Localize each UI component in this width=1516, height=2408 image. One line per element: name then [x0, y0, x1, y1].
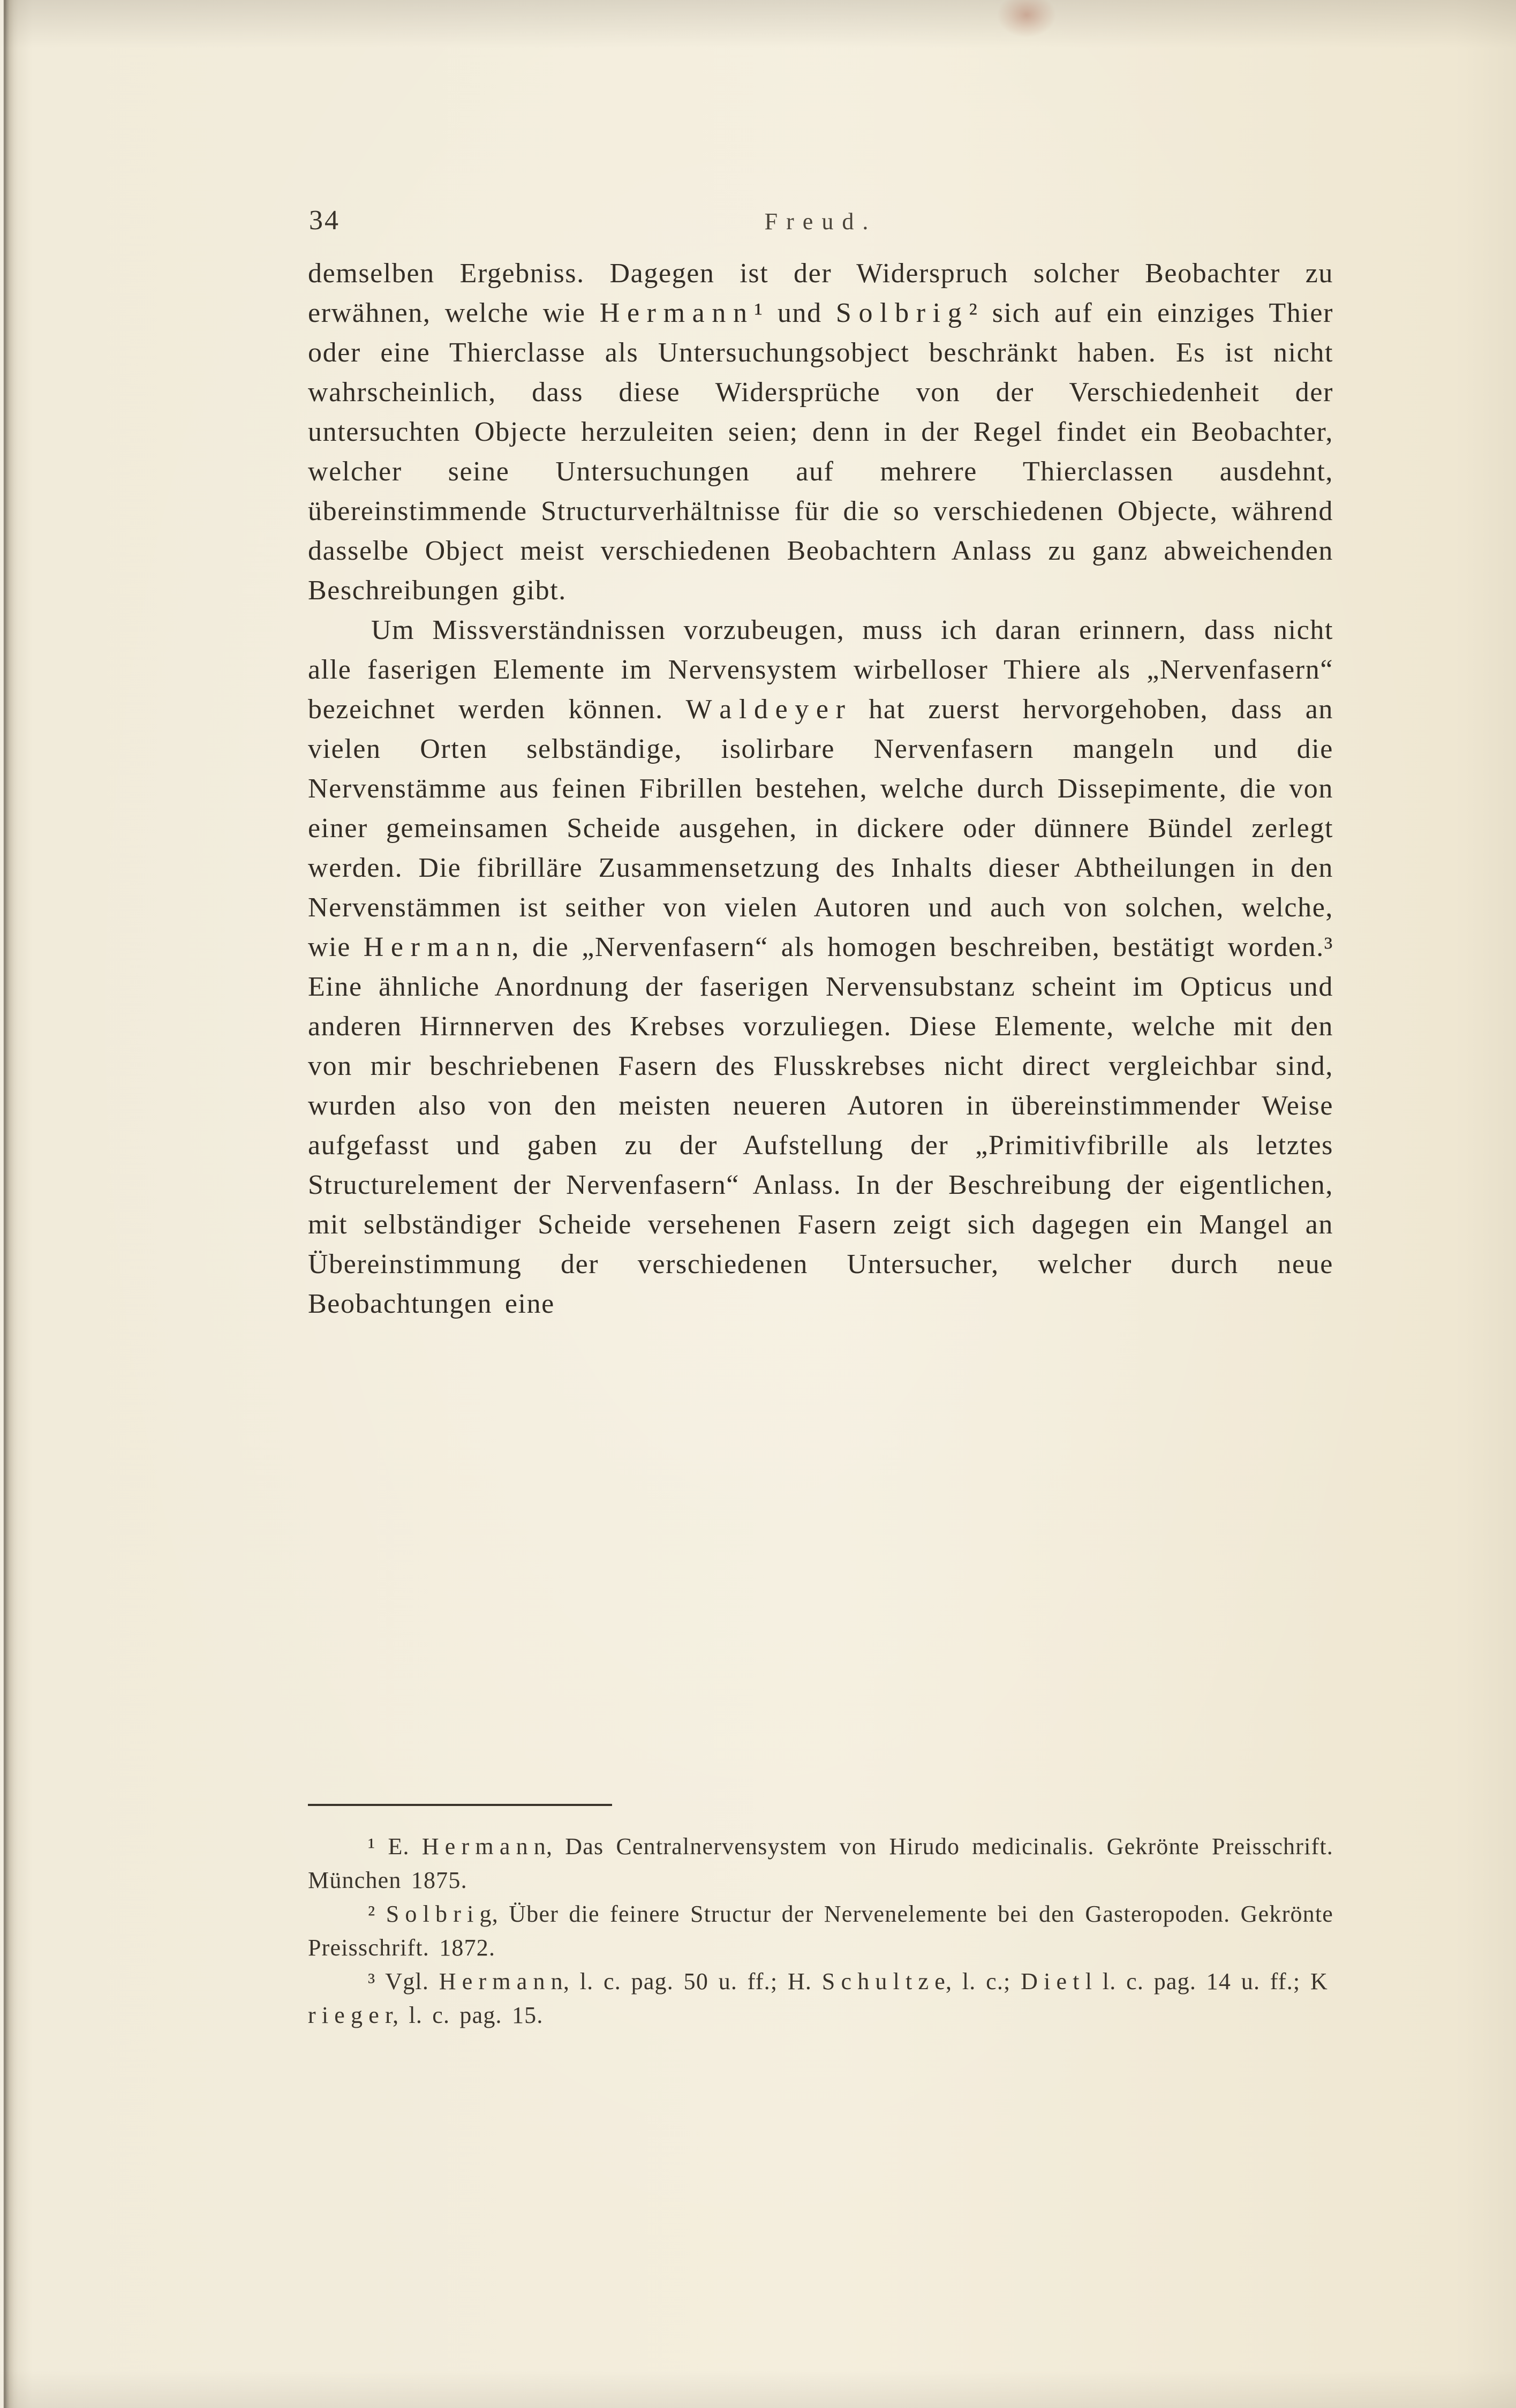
paper-stain	[997, 0, 1056, 37]
footnote: ¹ E. H e r m a n n, Das Centralnervensystem von Hirudo medicinalis. Gekrönte Preisschrift. München 1875.	[308, 1833, 1333, 1893]
footnote: ² S o l b r i g, Über die feinere Structur der Nervenelemente bei den Gasteropoden. Gekrönte Preisschrift. 1872.	[308, 1901, 1333, 1961]
body-paragraph: Um Missverständnissen vorzubeugen, muss ich daran erinnern, dass nicht alle faserigen Elemente im Nervensystem wirbelloser Thiere als „Nervenfasern“ bezeichnet werden können. W a l d e y e r hat zuerst hervorgehoben, dass an vielen Orten selbständige, isolirbare Nervenfasern mangeln und die Nervenstämme aus feinen Fibrillen bestehen, welche durch Dissepimente, die von einer gemeinsamen Scheide ausgehen, in dickere oder dünnere Bündel zerlegt werden. Die fibrilläre Zusammensetzung des Inhalts dieser Abtheilungen in den Nervenstämmen ist seither von vielen Autoren und auch von solchen, welche, wie H e r m a n n, die „Nervenfasern“ als homogen beschreiben, bestätigt worden.³ Eine ähnliche Anordnung der faserigen Nervensubstanz scheint im Opticus und anderen Hirnnerven des Krebses vorzuliegen. Diese Elemente, welche mit den von mir beschriebenen Fasern des Flusskrebses nicht direct vergleichbar sind, wurden also von den meisten neueren Autoren in übereinstimmender Weise aufgefasst und gaben zu der Aufstellung der „Primitivfibrille als letztes Structurelement der Nervenfasern“ Anlass. In der Beschreibung der eigentlichen, mit selbständiger Scheide versehenen Fasern zeigt sich dagegen ein Mangel an Übereinstimmung der verschiedenen Untersucher, welcher durch neue Beobachtungen eine	[308, 615, 1333, 1319]
footnote: ³ Vgl. H e r m a n n, l. c. pag. 50 u. ff.; H. S c h u l t z e, l. c.; D i e t l l. c. pag. 14 u. ff.; K r i e g e r, l. c. pag. 15.	[308, 1968, 1333, 2028]
body-paragraph: demselben Ergebniss. Dagegen ist der Widerspruch solcher Beobachter zu erwähnen, welche wie H e r m a n n ¹ und S o l b r i g ² sich auf ein einziges Thier oder eine Thierclasse als Untersuchungsobject beschränkt haben. Es ist nicht wahrscheinlich, dass diese Widersprüche von der Verschiedenheit der untersuchten Objecte herzuleiten seien; denn in der Regel findet ein Beobachter, welcher seine Untersuchungen auf mehrere Thierclassen ausdehnt, übereinstimmende Structurverhältnisse für die so verschiedenen Objecte, während dasselbe Object meist verschiedenen Beobachtern Anlass zu ganz abweichenden Beschreibungen gibt.	[308, 258, 1333, 606]
text-block	[308, 205, 1333, 1324]
footnote-rule	[308, 1804, 612, 1806]
spine-shadow	[0, 0, 18, 2408]
page-number: 34	[309, 205, 340, 236]
footnote-section	[308, 1804, 1333, 2032]
running-title: Freud.	[764, 208, 877, 235]
running-head	[308, 205, 1333, 254]
